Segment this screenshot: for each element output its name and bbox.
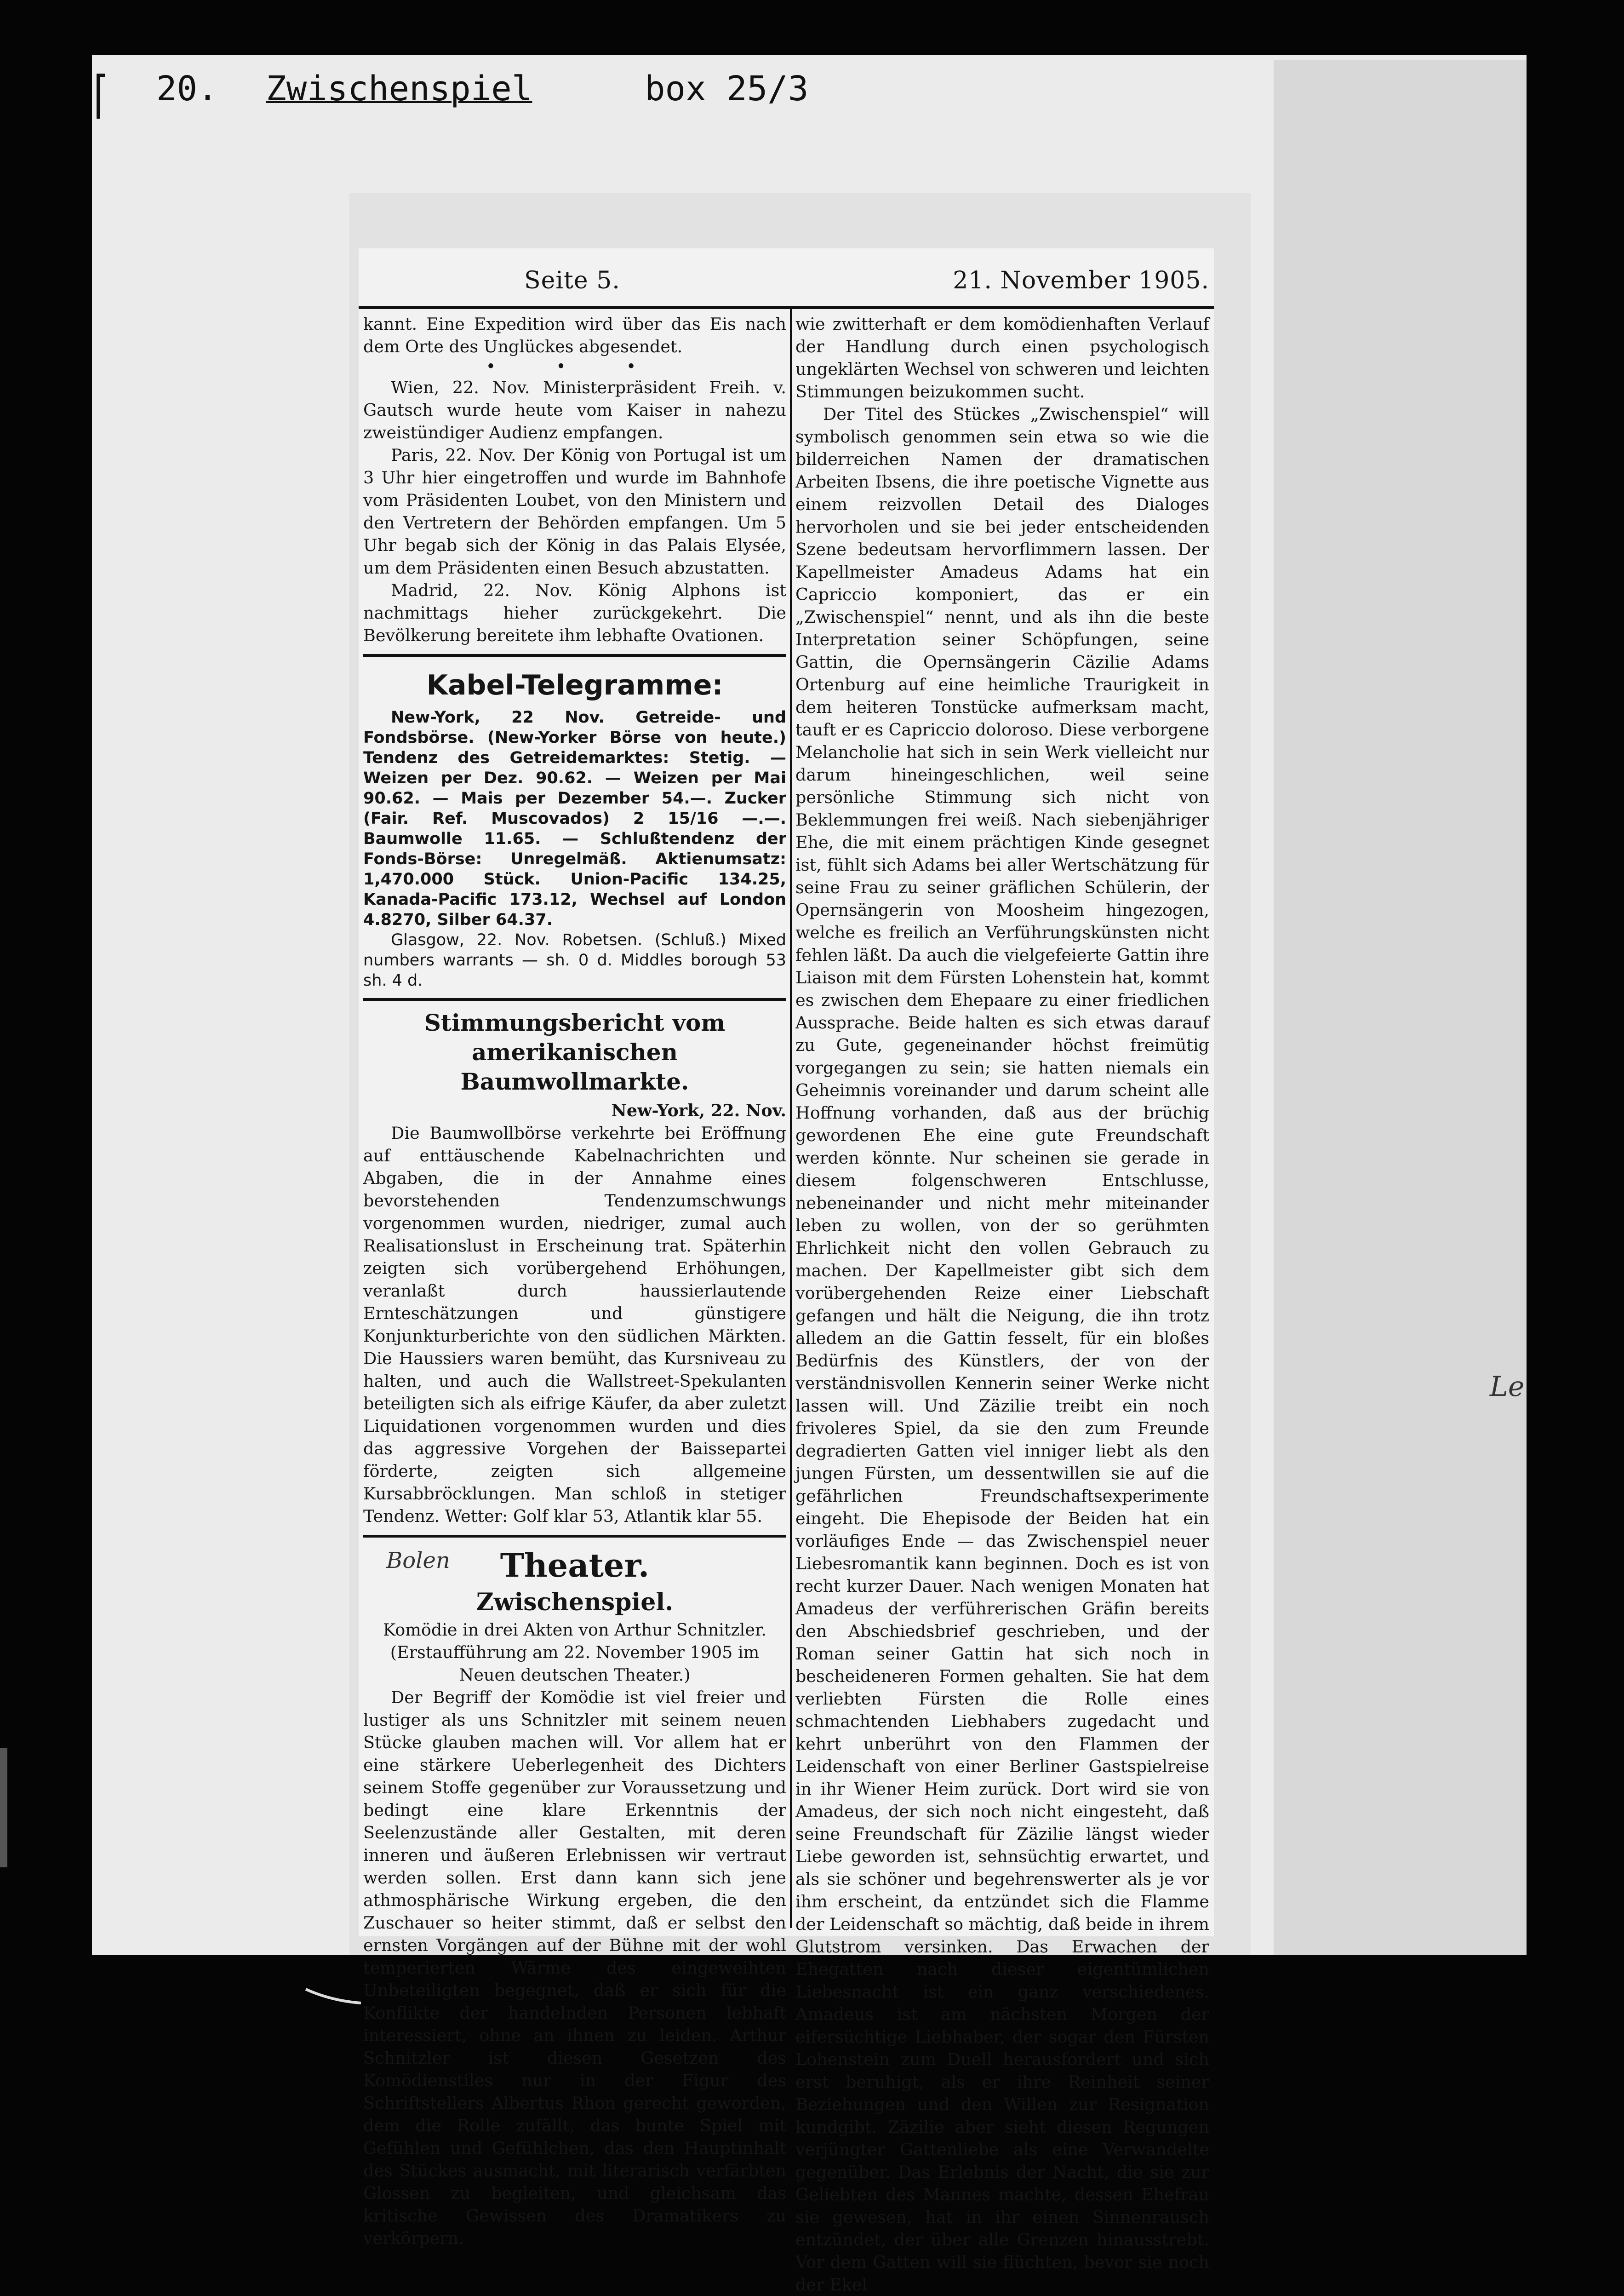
play-title: Zwischenspiel. (476, 1588, 674, 1616)
separator-dots: • • • (486, 357, 664, 376)
play-subtitle: Komödie in drei Akten von Arthur Schnitzler. (Erstaufführung am 22. November 1905 im Neuen deutschen Theater.) (383, 1620, 766, 1685)
section-rule (363, 654, 786, 657)
archive-header (156, 69, 836, 109)
page-number: Seite 5. (524, 267, 620, 294)
margin-mark: Le (1490, 1371, 1525, 1403)
stimmung-dateline: New-York, 22. Nov. (611, 1101, 786, 1120)
review-part-2: wie zwitterhaft er dem komödienhaften Verlauf der Handlung durch einen psychologisch ungeklärten Wechsel von schweren und leichten Stimmungen beizukommen sucht. (795, 314, 1209, 402)
news-intro: kannt. Eine Expedition wird über das Eis nach dem Orte des Unglückes abgesendet. (363, 314, 786, 356)
archive-number: 20. (156, 69, 218, 109)
news-glasgow: Glasgow, 22. Nov. Robetsen. (Schluß.) Mixed numbers warrants — sh. 0 d. Middles borough 53 sh. 4 d. (363, 931, 786, 990)
theater-heading: Theater. (500, 1546, 650, 1584)
handwritten-note: Bolen (386, 1548, 450, 1573)
news-madrid: Madrid, 22. Nov. König Alphons ist nachmittags hieher zurückgekehrt. Die Bevölkerung bereitete ihm lebhafte Ovationen. (363, 580, 786, 645)
review-part-1: Der Begriff der Komödie ist viel freier und lustiger als uns Schnitzler mit seinem neuen Stücke glauben machen will. Vor allem hat er eine stärkere Ueberlegenheit des Dichters seinem Stoffe gegenüber zur Voraussetzung und bedingt eine klare Erkenntnis der Seelenzustände aller Gestalten, mit deren inneren und äußeren Erlebnissen wir vertraut werden sollen. Erst dann kann sich jene athmosphärische Wirkung ergeben, die den Zuschauer so heiter stimmt, daß er selbst den ernsten Vorgängen auf der Bühne mit der wohl temperierten Wärme des eingeweihten Unbeteiligten begegnet, daß er sich für die Konflikte der handelnden Personen lebhaft interessiert, ohne an ihnen zu leiden. Arthur Schnitzler ist diesen Gesetzen des Komödienstiles nur in der Figur des Schriftstellers Albertus Rhon gerecht geworden, dem die Rolle zufällt, das bunte Spiel mit Gefühlen und Gefühlchen, das den Hauptinhalt des Stückes ausmacht, mit literarisch verfärbten Glossen zu begleiten, und gleichsam das kritische Gewissen des Dramatikers zu verkörpern. (363, 1688, 786, 2248)
section-rule (363, 1535, 786, 1538)
left-column (363, 313, 786, 2248)
news-wien: Wien, 22. Nov. Ministerpräsident Freih. v. Gautsch wurde heute vom Kaiser in nahezu zweistündiger Audienz empfangen. (363, 378, 786, 442)
theater-block (363, 1545, 786, 1586)
archive-box: box 25/3 (644, 69, 809, 109)
corner-bracket (97, 74, 105, 119)
column-divider (790, 309, 792, 1928)
bottom-pen-stroke (303, 1987, 363, 2005)
news-newyork-boerse: New-York, 22 Nov. Getreide- und Fondsbörse. (New-Yorker Börse von heute.) Tendenz des Getreidemarktes: Stetig. — Weizen per Dez. 90.62. — Weizen per Mai 90.62. — Mais per Dezember 54.—. Zucker (Fair. Ref. Muscovados) 2 15/16 —.—. Baumwolle 11.65. — Schlußtendenz der Fonds-Börse: Unregelmäß. Aktienumsatz: 1,470.000 Stück. Union-Pacific 134.25, Kanada-Pacific 173.12, Wechsel auf London 4.8270, Silber 64.37. (363, 708, 786, 929)
stimmung-heading: Stimmungsbericht vom amerikanischen Baumwollmarkte. (424, 1009, 726, 1095)
page-header (359, 267, 1214, 304)
right-column (795, 313, 1209, 2295)
kabel-heading: Kabel-Telegramme: (426, 669, 723, 701)
stimmung-text: Die Baumwollbörse verkehrte bei Eröffnung auf enttäuschende Kabelnachrichten und Abgaben, die in der Annahme eines bevorstehenden Tendenzumschwungs vorgenommen wurden, niedriger, zumal auch Realisationslust in Erscheinung trat. Späterhin zeigten sich vorübergehend Erhöhungen, veranlaßt durch haussierlautende Ernteschätzungen und günstigere Konjunkturberichte von den südlichen Märkten. Die Haussiers waren bemüht, das Kursniveau zu halten, und auch die Wallstreet-Spekulanten beteiligten sich als eifrige Käufer, da aber zuletzt Liquidationen vorgenommen wurden und dies das aggressive Vorgehen der Baissepartei förderte, zeigten sich allgemeine Kursabbröcklungen. Man schloß in stetiger Tendenz. Wetter: Golf klar 53, Atlantik klar 55. (363, 1123, 786, 1526)
archive-title: Zwischenspiel (266, 69, 532, 109)
left-edge-mark (0, 1748, 7, 1867)
header-rule (359, 306, 1214, 309)
news-paris: Paris, 22. Nov. Der König von Portugal ist um 3 Uhr hier eingetroffen und wurde im Bahnhofe vom Präsidenten Loubet, von den Ministern und den Vertretern der Behörden empfangen. Um 5 Uhr begab sich der König in das Palais Elysée, um dem Präsidenten einen Besuch abzustatten. (363, 445, 786, 578)
page-date: 21. November 1905. (953, 267, 1209, 294)
review-part-3: Der Titel des Stückes „Zwischenspiel“ will symbolisch genommen sein etwa so wie die bilderreichen Namen der dramatischen Arbeiten Ibsens, die ihre poetische Vignette aus einem reizvollen Detail des Dialoges hervorholen und sie bei jeder entscheidenden Szene bedeutsam hervorflimmern lassen. Der Kapellmeister Amadeus Adams hat ein Capriccio komponiert, das er ein „Zwischenspiel“ nennt, und als ihn die beste Interpretation seiner Schöpfungen, seine Gattin, die Opernsängerin Cäzilie Adams Ortenburg auf eine heimliche Traurigkeit in dem heiteren Tonstücke aufmerksam macht, tauft er es Capriccio doloroso. Diese verborgene Melancholie hat sich in sein Werk vielleicht nur darum hineingeschlichen, weil seine persönliche Stimmung sich nicht von Beklemmungen frei weiß. Nach siebenjähriger Ehe, die mit einem prächtigen Kinde gesegnet ist, fühlt sich Adams bei aller Wertschätzung für seine Frau zu seiner gräflichen Schülerin, der Opernsängerin von Moosheim hingezogen, welche es freilich an Verführungskünsten nicht fehlen läßt. Da auch die vielgefeierte Gattin ihre Liaison mit dem Fürsten Lohenstein hat, kommt es zwischen dem Ehepaare zu einer friedlichen Aussprache. Beide halten es sich etwas darauf zu Gute, gegeneinander höchst freimütig vorgegangen zu sein; sie hatten niemals ein Geheimnis voreinander und darum scheint alle Hoffnung vorhanden, daß aus der brüchig gewordenen Ehe eine gute Freundschaft werden könnte. Nur scheinen sie gerade in diesem folgenschweren Entschlusse, nebeneinander und nicht mehr miteinander leben zu wollen, von der so gerühmten Ehrlichkeit nicht den vollen Gebrauch zu machen. Der Kapellmeister gibt sich dem vorübergehenden Reize einer Liebschaft gefangen und hält die Neigung, die ihn trotz alledem an die Gattin fesselt, für ein bloßes Bedürfnis des Künstlers, der von der verständnisvollen Kennerin seiner Werke nicht lassen will. Und Zäzilie treibt ein noch frivoleres Spiel, da sie den zum Freunde degradierten Gatten viel inniger liebt als den jungen Fürsten, um dessentwillen sie auf die gefährlichen Freundschaftsexperimente eingeht. Die Ehepisode der Beiden hat ein vorläufiges Ende — das Zwischenspiel neuer Liebesromantik kann beginnen. Doch es ist von recht kurzer Dauer. Nach wenigen Monaten hat Amadeus der verführerischen Gräfin bereits den Abschiedsbrief geschrieben, und der Roman seiner Gattin hat sich noch in bescheideneren Formen gehalten. Sie hat dem verliebten Fürsten die Rolle eines schmachtenden Liebhabers zugedacht und kehrt unberührt von den Flammen der Leidenschaft von einer Berliner Gastspielreise in ihr Wiener Heim zurück. Dort wird sie von Amadeus, der sich noch nicht eingesteht, daß seine Freundschaft für Zäzilie längst wieder Liebe geworden ist, sehnsüchtig erwartet, und als sie schöner und begehrenswerter als je vor ihm erscheint, da entzündet sich die Flamme der Leidenschaft so mächtig, daß beide in ihrem Glutstrom versinken. Das Erwachen der Ehegatten nach dieser eigentümlichen Liebesnacht ist ein ganz verschiedenes. Amadeus ist am nächsten Morgen der eifersüchtige Liebhaber, der sogar den Fürsten Lohenstein zum Duell herausfordert und sich erst beruhigt, als er ihre Reinheit seiner Beziehungen und den Willen zur Resignation kundgibt. Zäzilie aber sieht diesen Regungen verjüngter Gattenliebe als eine Verwandelte gegenüber. Das Erlebnis der Nacht, die sie zur Geliebten des Mannes machte, dessen Ehefrau sie gewesen, hat in ihr einen Sinnenrausch entzündet, der über alle Grenzen hinausstrebt. Vor dem Gatten will sie flüchten, bevor sie noch der Ekel (795, 404, 1209, 2295)
newspaper-clipping (359, 248, 1214, 2295)
section-rule (363, 998, 786, 1001)
sheet-right-panel (1274, 60, 1527, 1955)
